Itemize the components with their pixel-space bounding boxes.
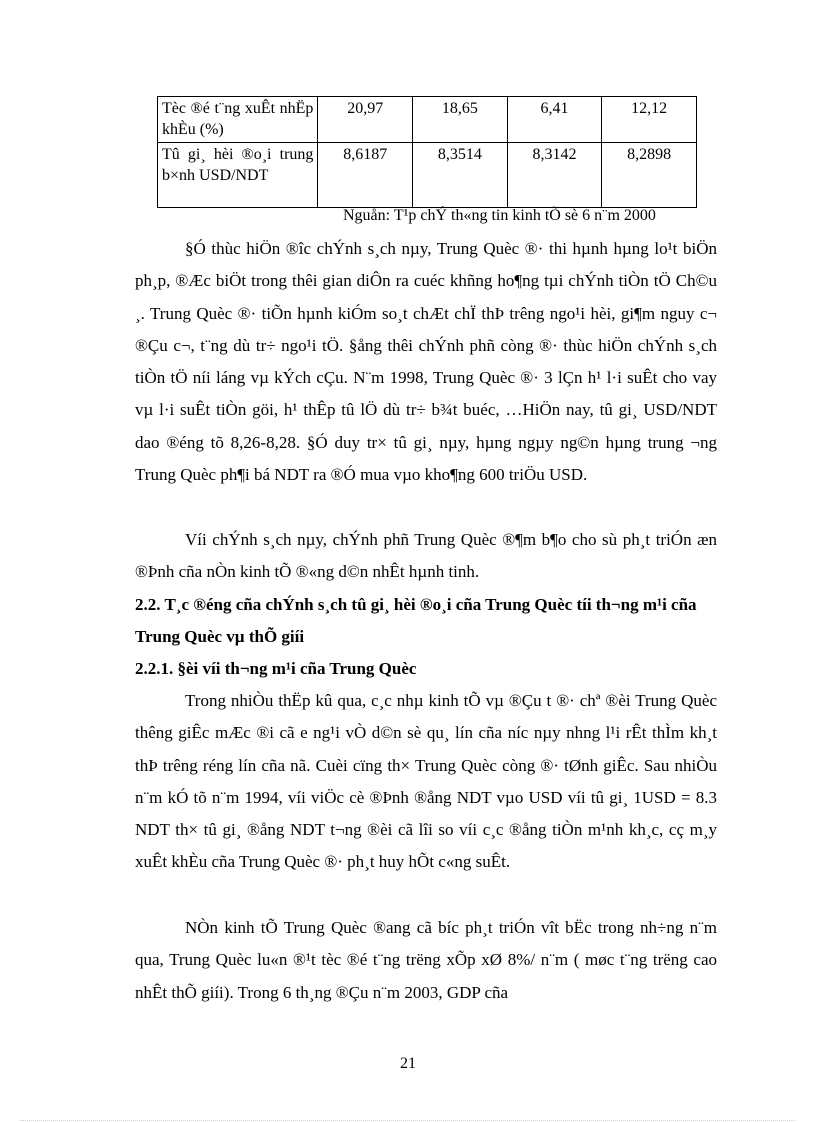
statistics-table: [157, 96, 697, 208]
table-cell: 6,41: [507, 97, 602, 143]
paragraph: Trong nhiÒu thËp kû qua, c¸c nhµ kinh tÕ vµ ®Çu t ®· chª ®èi Trung Quèc thêng giÊc mÆc ®i cã e ng¹i vÒ d©n sè qu¸ lín cña níc nµy nhng l¹i rÊt thÌm kh¸t thÞ trêng réng lín cña nã. Cuèi cïng th× Trung Quèc còng ®· tØnh giÊc. Sau nhiÒu n¨m kÓ tõ n¨m 1994, víi viÖc cè ®Þnh ®ång NDT vµo USD víi tû gi¸ 1USD = 8.3 NDT th× tû gi¸ ®ång NDT t¬ng ®èi cã lîi so víi c¸c ®ång tiÒn m¹nh kh¸c, cç m¸y xuÊt khÈu cña Trung Quèc ®· ph¸t huy hÕt c«ng suÊt.: [135, 691, 717, 872]
table-cell: 20,97: [318, 97, 413, 143]
page-number: 21: [400, 1055, 416, 1072]
section-heading: 2.2. T¸c ®éng cña chÝnh s¸ch tû gi¸ hèi ®o¸i cña Trung Quèc tíi th¬ng m¹i cña Trung Quèc vµ thÕ giíi: [135, 595, 697, 647]
table-row: [158, 97, 697, 143]
page-bottom-divider: [20, 1120, 796, 1121]
paragraph: §Ó thùc hiÖn ®îc chÝnh s¸ch nµy, Trung Quèc ®· thi hµnh hµng lo¹t biÖn ph¸p, ®Æc biÖt trong thêi gian diÔn ra cuéc khñng ho¶ng tµi chÝnh tiÒn tÖ Ch©u ¸. Trung Quèc ®· tiÕn hµnh kiÓm so¸t chÆt chÏ thÞ trêng ngo¹i hèi, gi¶m nguy c¬ ®Çu c¬, t¨ng dù tr÷ ngo¹i tÖ. §ång thêi chÝnh phñ còng ®· thùc hiÖn chÝnh s¸ch tiÒn tÖ níi láng vµ kÝch cÇu. N¨m 1998, Trung Quèc ®· 3 lÇn h¹ l·i suÊt cho vay vµ l·i suÊt tiÒn göi, h¹ thÊp tû lÖ dù tr÷ b¾t buéc, …HiÖn nay, tû gi¸ USD/NDT dao ®éng tõ 8,26-8,28. §Ó duy tr× tû gi¸ nµy, hµng ngµy ng©n hµng trung ¬ng Trung Quèc ph¶i bá NDT ra ®Ó mua vµo kho¶ng 600 triÖu USD.: [135, 239, 717, 485]
row-label: Tû gi¸ hèi ®o¸i trung b×nh USD/NDT: [158, 143, 318, 208]
table-source-note: Nguån: T¹p chÝ th«ng tin kinh tÕ sè 6 n¨m 2000: [343, 207, 656, 224]
table-cell: 8,2898: [602, 143, 697, 208]
table-cell: 12,12: [602, 97, 697, 143]
row-label: Tèc ®é t¨ng xuÊt nhËp khÈu (%): [158, 97, 318, 143]
table-cell: 18,65: [413, 97, 508, 143]
table-row: [158, 143, 697, 208]
table-cell: 8,3514: [413, 143, 508, 208]
paragraph: NÒn kinh tÕ Trung Quèc ®ang cã bíc ph¸t triÓn vît bËc trong nh÷ng n¨m qua, Trung Quèc lu«n ®¹t tèc ®é t¨ng trëng xÕp xØ 8%/ n¨m ( møc t¨ng trëng cao nhÊt thÕ giíi). Trong 6 th¸ng ®Çu n¨m 2003, GDP cña: [135, 918, 717, 1002]
paragraph: Víi chÝnh s¸ch nµy, chÝnh phñ Trung Quèc ®¶m b¶o cho sù ph¸t triÓn æn ®Þnh cña nÒn kinh tÕ ®«ng d©n nhÊt hµnh tinh.: [135, 530, 717, 582]
subsection-heading: 2.2.1. §èi víi th¬ng m¹i cña Trung Quèc: [135, 659, 417, 678]
table-cell: 8,3142: [507, 143, 602, 208]
table-cell: 8,6187: [318, 143, 413, 208]
